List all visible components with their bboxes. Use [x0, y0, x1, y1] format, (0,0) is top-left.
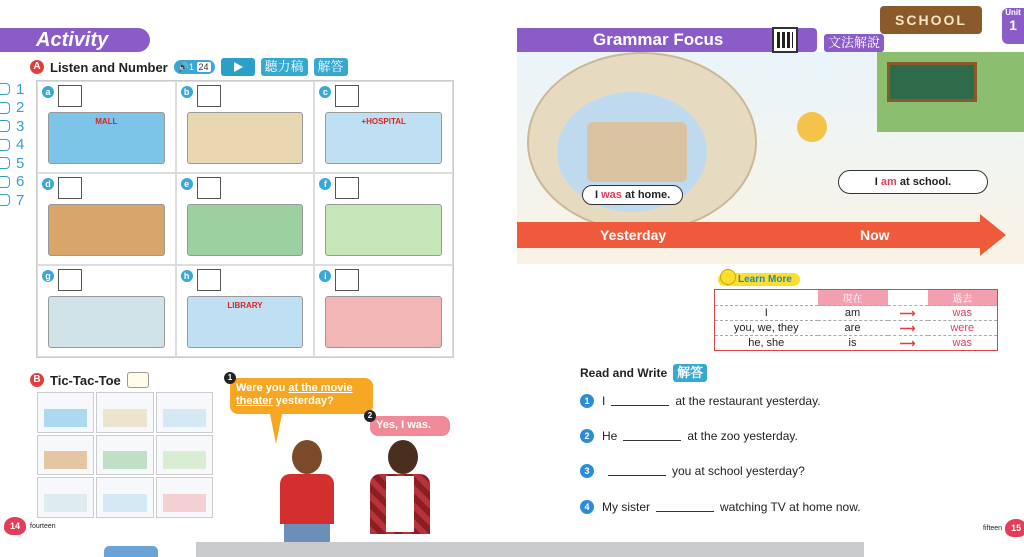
arrow-right-icon: ⟶: [899, 337, 916, 350]
arrow-right-icon: ⟶: [899, 322, 916, 335]
question-2: 2 He at the zoo yesterday.: [580, 429, 798, 443]
ttt-cell[interactable]: [156, 392, 213, 433]
answers-button-a[interactable]: 解答: [314, 58, 348, 76]
building-illustration: [48, 296, 165, 348]
learn-more-badge: Learn More: [718, 273, 800, 286]
cell-label: e: [181, 178, 193, 190]
cell-label: d: [42, 178, 54, 190]
ttt-cell[interactable]: [96, 392, 153, 433]
ttt-cell[interactable]: [96, 477, 153, 518]
answer-box[interactable]: [197, 85, 221, 107]
building-cell-a: [37, 81, 176, 173]
building-cell-f: [314, 173, 453, 265]
ttt-cell[interactable]: [156, 477, 213, 518]
building-illustration: +HOSPITAL: [325, 112, 442, 164]
audio-wave-icon: [0, 157, 10, 169]
table-row: I am ⟶ was: [715, 306, 998, 321]
speech-bubble-answer: 2 Yes, I was.: [370, 416, 450, 436]
question-1: 1 I at the restaurant yesterday.: [580, 394, 821, 408]
question-4: 4 My sister watching TV at home now.: [580, 500, 861, 514]
speech-am-at-school: I am at school.: [838, 170, 988, 194]
cell-label: b: [181, 86, 193, 98]
building-grid: [36, 80, 454, 358]
ttt-cell[interactable]: [156, 435, 213, 476]
building-cell-g: [37, 265, 176, 357]
ttt-cell[interactable]: [96, 435, 153, 476]
section-a-title: Listen and Number: [50, 59, 168, 75]
audio-wave-icon: [0, 120, 10, 132]
building-illustration: LIBRARY: [187, 296, 304, 348]
ttt-cell[interactable]: [37, 477, 94, 518]
number-row: 3: [0, 117, 30, 136]
answer-box[interactable]: [58, 85, 82, 107]
answer-box[interactable]: [335, 177, 359, 199]
answer-box[interactable]: [58, 177, 82, 199]
building-cell-e: [176, 173, 315, 265]
number-row: 7: [0, 191, 30, 210]
cell-label: i: [319, 270, 331, 282]
header-past: 過去: [928, 290, 998, 306]
table-row: you, we, they are ⟶ were: [715, 321, 998, 336]
bottom-scrollbar[interactable]: [196, 542, 864, 557]
building-illustration: [187, 112, 304, 164]
section-b-badge: B: [30, 373, 44, 387]
building-cell-c: [314, 81, 453, 173]
ttt-cell[interactable]: [37, 435, 94, 476]
grammar-focus-banner: Grammar Focus: [517, 28, 817, 52]
answer-box[interactable]: [197, 177, 221, 199]
building-cell-d: [37, 173, 176, 265]
building-illustration: [187, 204, 304, 256]
unit-tab: Unit 1: [1002, 8, 1024, 44]
cell-label: a: [42, 86, 54, 98]
bubble-number: 2: [364, 410, 376, 422]
audio-wave-icon: [0, 83, 10, 95]
number-row: 2: [0, 99, 30, 118]
bottom-tab[interactable]: [104, 546, 158, 557]
building-cell-h: [176, 265, 315, 357]
section-b-header: [30, 372, 149, 388]
building-cell-b: [176, 81, 315, 173]
number-column: [0, 80, 30, 210]
answer-box[interactable]: [197, 269, 221, 291]
answer-blank[interactable]: [623, 431, 681, 441]
building-illustration: [48, 204, 165, 256]
read-write-header: Read and Write 解答: [580, 364, 707, 382]
number-row: 4: [0, 136, 30, 155]
pencil-icon: [127, 372, 149, 388]
building-illustration: [325, 204, 442, 256]
answer-blank[interactable]: [611, 396, 669, 406]
answer-blank[interactable]: [656, 502, 714, 512]
building-cell-i: [314, 265, 453, 357]
number-row: 1: [0, 80, 30, 99]
question-3: 3 you at school yesterday?: [580, 464, 805, 478]
answer-blank[interactable]: [608, 466, 666, 476]
timeline-now: Now: [860, 227, 890, 243]
cell-label: g: [42, 270, 54, 282]
play-button[interactable]: [221, 58, 255, 76]
page-number-right: fifteen 15: [983, 519, 1024, 537]
section-b-title: Tic-Tac-Toe: [50, 372, 121, 388]
page-number-left: 14 fourteen: [4, 517, 56, 535]
timeline-yesterday: Yesterday: [600, 227, 667, 243]
kids-photo: [270, 440, 430, 557]
timeline-arrowhead: [980, 214, 1006, 256]
answer-box[interactable]: [335, 85, 359, 107]
bubble-number: 1: [224, 372, 236, 384]
arrow-right-icon: ⟶: [899, 307, 916, 320]
timeline-arrow: [517, 222, 985, 248]
cell-label: h: [181, 270, 193, 282]
star-mascot-icon: [720, 269, 736, 285]
activity-banner: Activity: [0, 28, 150, 52]
school-sign: SCHOOL: [880, 6, 982, 34]
speech-was-at-home: I was at home.: [582, 185, 683, 205]
answer-box[interactable]: [335, 269, 359, 291]
answer-box[interactable]: [58, 269, 82, 291]
audio-wave-icon: [0, 139, 10, 151]
cell-label: f: [319, 178, 331, 190]
grammar-explanation-tag[interactable]: 文法解說: [824, 34, 884, 52]
speech-bubble-question: 1 Were you at the movie theater yesterday?: [230, 378, 373, 414]
ttt-cell[interactable]: [37, 392, 94, 433]
number-row: 5: [0, 154, 30, 173]
be-verb-table: [714, 289, 998, 351]
audio-wave-icon: [0, 194, 10, 206]
audio-wave-icon: [0, 176, 10, 188]
building-illustration: MALL: [48, 112, 165, 164]
transcript-button[interactable]: 聽力稿: [261, 58, 308, 76]
cell-label: c: [319, 86, 331, 98]
table-row: he, she is ⟶ was: [715, 336, 998, 351]
audio-wave-icon: [0, 102, 10, 114]
audio-track-badge[interactable]: 🔊1 24: [174, 60, 215, 74]
header-present: 現在: [818, 290, 888, 306]
qr-code-icon[interactable]: [772, 27, 798, 53]
section-a-header: [30, 58, 348, 76]
building-illustration: [325, 296, 442, 348]
tic-tac-toe-grid: [37, 392, 213, 518]
answers-button-rw[interactable]: 解答: [673, 364, 707, 382]
section-a-badge: A: [30, 60, 44, 74]
number-row: 6: [0, 173, 30, 192]
